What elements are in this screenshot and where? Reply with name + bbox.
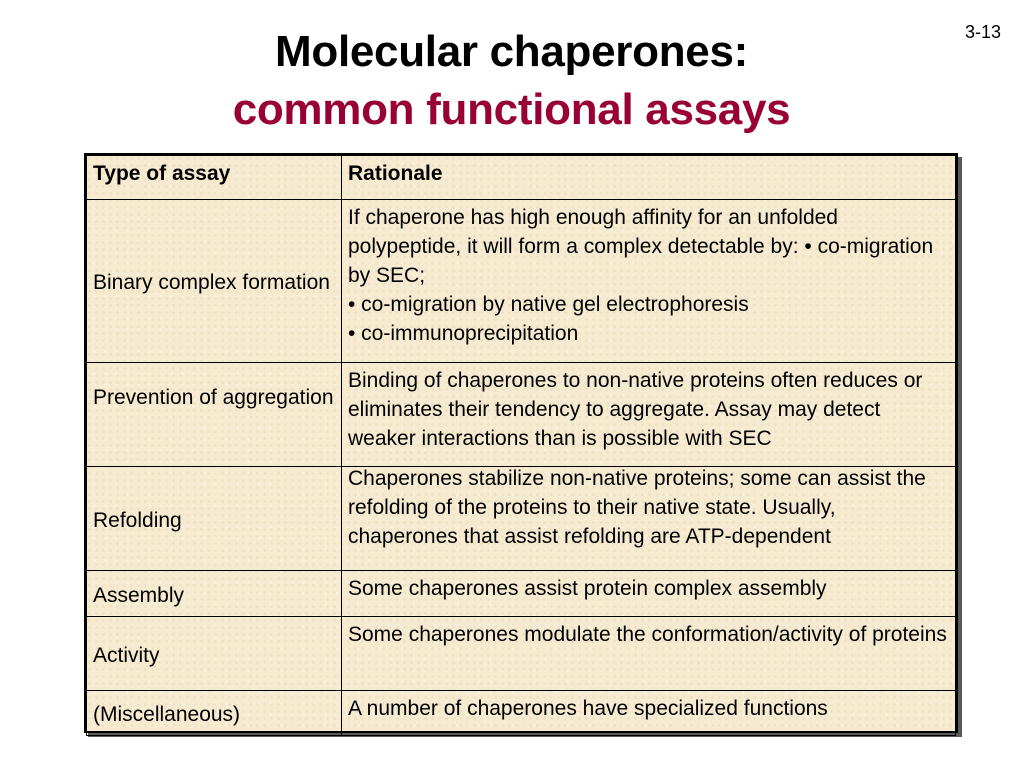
header-type-of-assay: Type of assay <box>87 156 342 200</box>
table-row <box>87 200 956 363</box>
assay-table-grid <box>86 155 956 736</box>
table-row <box>87 617 956 691</box>
assay-type-cell: Assembly <box>87 571 342 617</box>
rationale-cell <box>342 200 956 363</box>
rationale-text: Binding of chaperones to non-native proteins often reduces or eliminates their tendency to aggregate. Assay may detect weaker interactions than is possible with SEC <box>348 369 923 450</box>
assay-type-cell: Prevention of aggregation <box>87 363 342 467</box>
page-title: Molecular chaperones: <box>275 27 748 76</box>
assay-type-cell: Binary complex formation <box>87 200 342 363</box>
table-row <box>87 571 956 617</box>
assay-table <box>84 153 958 733</box>
rationale-cell: Some chaperones modulate the conformation/activity of proteins <box>342 617 956 691</box>
table-row <box>87 467 956 571</box>
rationale-cell: A number of chaperones have specialized functions <box>342 691 956 736</box>
slide-number: 3-13 <box>964 22 1001 42</box>
rationale-line: If chaperone has high enough affinity for an unfolded polypeptide, it will form a complex detectable by: • co-migration by SEC; • co-migration by native gel electrophoresis • co-immunoprecipitation <box>348 206 934 345</box>
page-subtitle: common functional assays <box>232 85 791 134</box>
rationale-text: Some chaperones assist protein complex assembly <box>348 577 827 600</box>
table-row <box>87 363 956 467</box>
rationale-cell <box>342 571 956 617</box>
table-header-row <box>87 156 956 200</box>
rationale-cell <box>342 467 956 571</box>
rationale-cell <box>342 363 956 467</box>
table-row <box>87 691 956 736</box>
assay-type-cell: Refolding <box>87 467 342 571</box>
rationale-text: Chaperones stabilize non-native proteins; some can assist the refolding of the proteins to their native state. Usually, chaperones that assist refolding are ATP-dependent <box>348 467 926 548</box>
assay-type-cell: Activity <box>87 617 342 691</box>
assay-type-cell: (Miscellaneous) <box>87 691 342 736</box>
header-rationale: Rationale <box>342 156 956 200</box>
